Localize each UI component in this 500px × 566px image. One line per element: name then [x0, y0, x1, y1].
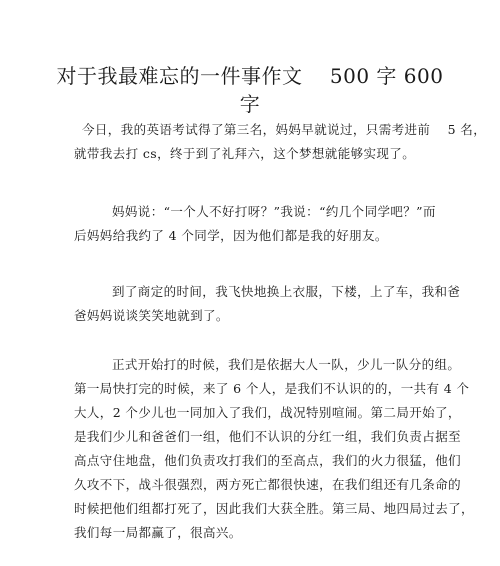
paragraph-line: 高点守住地盘，他们负责攻打我们的至高点，我们的火力很猛，他们 — [74, 453, 462, 468]
paragraph-line: 大人，2 个少儿也一同加入了我们，战况特别喧闹。第二局开始了， — [74, 405, 461, 420]
title-line: 对于我最难忘的一件事作文 500 字 600 — [56, 64, 444, 88]
paragraph-line: 是我们少儿和爸爸们一组，他们不认识的分红一组，我们负责占据至 — [74, 429, 462, 444]
paragraph-2 — [74, 200, 436, 248]
paragraph-line: 正式开始打的时候，我们是依据大人一队，少儿一队分的组。 — [112, 357, 461, 372]
paragraph-1 — [74, 118, 487, 166]
paragraph-line: 到了商定的时间，我飞快地换上衣服，下楼，上了车，我和爸 — [112, 284, 461, 299]
paragraph-line: 我们每一局都赢了，很高兴。 — [74, 525, 242, 540]
paragraph-line: 时候把他们组都打死了，因此我们大获全胜。第三局、地四局过去了， — [74, 501, 474, 516]
paragraph-line: 后妈妈给我约了 4 个同学，因为他们都是我的好朋友。 — [74, 228, 388, 243]
paragraph-line: 第一局快打完的时候，来了 6 个人，是我们不认识的的，一共有 4 个 — [74, 381, 470, 396]
paragraph-4 — [74, 353, 474, 545]
document-title — [40, 62, 460, 118]
paragraph-3 — [74, 280, 461, 328]
paragraph-line: 爸妈妈说谈笑笑地就到了。 — [74, 308, 229, 323]
paragraph-line: 就带我去打 cs，终于到了礼拜六，这个梦想就能够实现了。 — [74, 146, 416, 161]
paragraph-line: 久攻不下，战斗很强烈，两方死亡都很快速，在我们组还有几条命的 — [74, 477, 462, 492]
title-line: 字 — [239, 92, 261, 116]
paragraph-line: 妈妈说：“一个人不好打呀？”我说：“约几个同学吧？”而 — [112, 204, 436, 219]
paragraph-line: 今日，我的英语考试得了第三名，妈妈早就说过，只需考进前 5 名， — [82, 122, 487, 137]
